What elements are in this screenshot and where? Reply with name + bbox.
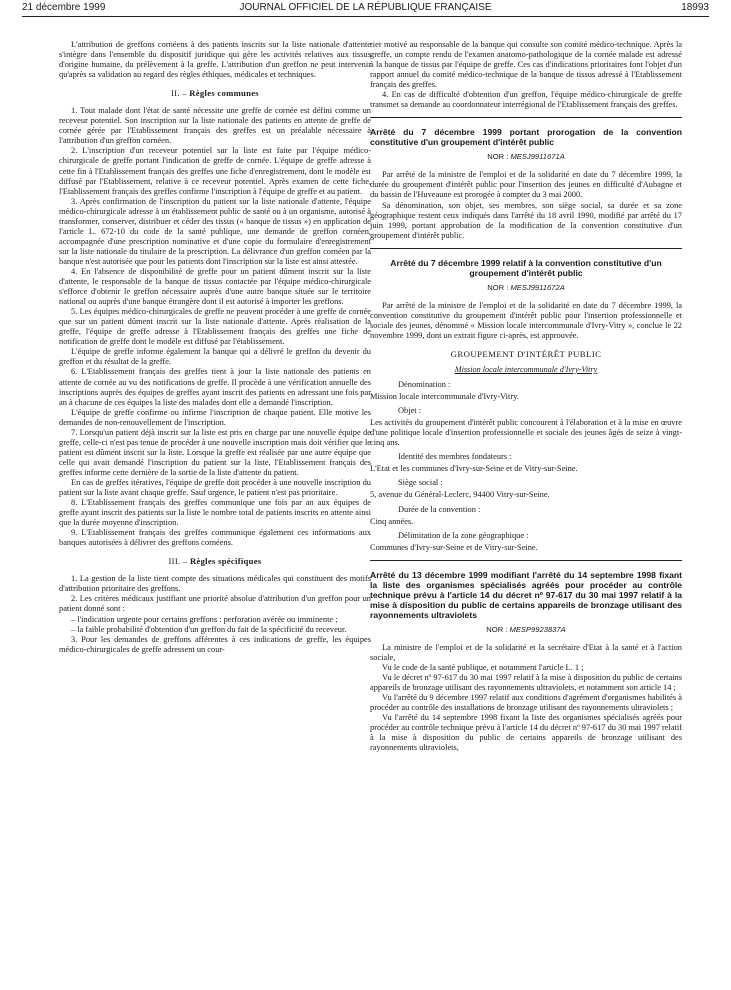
paragraph: Par arrêté de la ministre de l'emploi et de la solidarité en date du 7 décembre 1999, la convention constitutive du groupement d'intérêt public pour l'insertion professionnelle et sociale des jeunes, dénommé « Mission locale intercommunale d'Ivry-Vitry », conclue le 22 novembre 1999, dont un extrait figure ci-après, est approuvée. — [370, 300, 682, 340]
nor-code: MESJ9911671A — [510, 152, 565, 162]
field-value: 5, avenue du Général-Leclerc, 94400 Vitry-sur-Seine. — [370, 490, 550, 500]
field-label: Durée de la convention : — [398, 504, 481, 514]
nor-reference — [370, 152, 682, 162]
list-item: – l'indication urgente pour certains greffons : perforation avérée ou imminente ; — [71, 614, 338, 624]
field-label: Dénomination : — [398, 380, 451, 390]
field-value: Communes d'Ivry-sur-Seine et de Vitry-sur-Seine. — [370, 542, 538, 552]
nor-reference — [370, 625, 682, 635]
field-label: Siège social : — [398, 478, 443, 488]
section-number: II. – — [171, 88, 187, 99]
paragraph: La ministre de l'emploi et de la solidarité et la secrétaire d'Etat à la santé et à l'action sociale, — [370, 642, 682, 662]
divider — [370, 560, 682, 561]
paragraph: L'équipe de greffe confirme ou infirme l'inscription de chaque patient. Elle motive les demandes de non-renouvellement de l'inscription. — [59, 407, 371, 427]
paragraph: Par arrêté de la ministre de l'emploi et de la solidarité en date du 7 décembre 1999, la durée du groupement d'intérêt public pour l'insertion des jeunes en difficulté d'Aubagne et du bassin de l'Huveaune est prorogée à compter du 3 mai 2000. — [370, 170, 682, 200]
paragraph: Vu le décret nº 97-617 du 30 mai 1997 relatif à la mise à disposition du public de certains appareils de bronzage utilisant des rayonnements ultraviolets, et notamment son article 14 ; — [370, 672, 682, 692]
field-label: Identité des membres fondateurs : — [398, 452, 512, 462]
paragraph: 5. Les équipes médico-chirurgicales de greffe ne peuvent procéder à une greffe de cornée que sur un patient dûment inscrit sur la liste nationale d'attente. Après réalisation de la greffe, l'équipe de greffe adresse à l'Etablissement français des greffes une fiche de notification de greffe dont le modèle est diffusé par l'établissement. — [59, 307, 371, 347]
paragraph: Vu l'arrêté du 9 décembre 1997 relatif aux conditions d'agrément d'organismes habilités à procéder au contrôle des installations de bronzage utilisant des rayonnements ultraviolets ; — [370, 692, 682, 713]
field-value: Cinq années. — [370, 516, 414, 526]
section-heading-specific-rules — [59, 556, 371, 566]
paragraph: Sa dénomination, son objet, ses membres, son siège social, sa durée et sa zone géographique restent ceux indiqués dans l'arrêté du 18 avril 1990, modifié par arrêté du 17 juin 1999, portant approbation de la modification de la convention constitutive d'un groupement d'intérêt public. — [370, 200, 682, 240]
paragraph: Vu l'arrêté du 14 septembre 1998 fixant la liste des organismes spécialisés agréés pour procéder au contrôle technique prévu à l'article 14 du décret nº 97-617 du 30 mai 1997 relatif à la mise à disposition du public de certains appareils de bronzage utilisant des rayonnements ultraviolets, — [370, 713, 683, 753]
issue-date: 21 décembre 1999 — [22, 2, 106, 13]
field-value: L'Etat et les communes d'Ivry-sur-Seine et de Vitry-sur-Seine. — [370, 464, 578, 474]
divider — [370, 117, 682, 118]
paragraph: L'équipe de greffe informe également la banque qui a délivré le greffon du devenir du greffon et du résultat de la greffe. — [59, 347, 371, 367]
paragraph-continued: rier motivé au responsable de la banque qui consulte son comité médico-technique. Après la greffe, un compte rendu de l'examen anatomo-pathologique de la cornée malade est adressé à la banque de tissus par l'équipe de greffe. Ces cas d'indications prioritaires font l'objet d'un rapport annuel du comité médico-technique de la banque de tissus adressé à l'Etablissement français des greffes. — [370, 40, 682, 90]
decree-title: Arrêté du 7 décembre 1999 portant prorogation de la convention constitutive d'un groupement d'intérêt public — [370, 127, 682, 148]
paragraph: 2. L'inscription d'un receveur potentiel sur la liste est faite par l'équipe médico-chirurgicale de greffe portant l'indication de greffe de cornée. L'équipe de greffe adresse à cette fin à l'Etablissement français des greffes une fiche d'enregistrement, dont le modèle est diffusé par l'Etablissement, relative à ce receveur potentiel. Après examen de cette fiche, l'Etablissement français des greffes confirme l'inscription à l'équipe de greffe et au patient. — [59, 146, 371, 196]
criteria-list — [59, 615, 371, 635]
paragraph: Vu le code de la santé publique, et notamment l'article L. 1 ; — [382, 662, 584, 672]
section-heading-common-rules — [59, 88, 371, 98]
paragraph: 3. Après confirmation de l'inscription du patient sur la liste nationale d'attente, l'équipe médico-chirurgicale adresse à un établissement public de santé ou à un organisme, autorisé à transformer, conserver, distribuer et céder des tissus (« banque de tissus ») en application de l'article L. 672-10 du code de la santé publique, une demande de greffon cornéen, accompagnée d'une prescription nominative et d'une copie du formulaire d'enregistrement sur la liste nationale du titulaire de la prescription. La délivrance d'un greffon cornéen par la banque n'est autorisée que pour les patients dont l'inscription sur la liste est ainsi attestée. — [59, 196, 371, 266]
paragraph: 2. Les critères médicaux justifiant une priorité absolue d'attribution d'un greffon pour un patient donné sont : — [59, 594, 371, 614]
header-rule — [22, 16, 709, 17]
intro-paragraph: L'attribution de greffons cornéens à des patients inscrits sur la liste nationale d'attente s'intègre dans l'ensemble du dispositif juridique qui gère les activités relatives aux tissus d'origine humaine, du prélèvement à la greffe. L'attribution d'un greffon ne peut intervenir qu'après sa validation au regard des règles éthiques, médicales et techniques. — [59, 40, 371, 80]
paragraph: 1. La gestion de la liste tient compte des situations médicales qui constituent des motifs d'attribution prioritaire des greffons. — [59, 574, 371, 594]
paragraph: 7. Lorsqu'un patient déjà inscrit sur la liste est pris en charge par une nouvelle équipe de greffe, celle-ci n'est pas tenue de procéder à une nouvelle inscription mais doit vérifier que le patient est dûment inscrit sur la liste. Lorsque la greffe est réalisée par une autre équipe que celle qui avait demandé l'inscription du patient sur la liste, l'Etablissement français des greffes informe cette dernière de la sortie de la liste d'attente du patient. — [59, 427, 371, 477]
page-number: 18993 — [681, 2, 709, 13]
nor-code: MESJ9911672A — [510, 282, 565, 292]
nor-reference — [370, 283, 682, 293]
divider — [370, 248, 682, 249]
field-label: Objet : — [398, 406, 422, 416]
paragraph: 9. L'Etablissement français des greffes communique également ces informations aux banques autorisées à délivrer des greffons cornéens. — [59, 528, 371, 548]
section-number: III. – — [168, 556, 188, 567]
paragraph: En cas de greffes itératives, l'équipe de greffe doit procéder à une nouvelle inscription du patient sur la liste avant chaque greffe. Sauf urgence, le patient n'est pas prioritaire. — [59, 477, 371, 498]
journal-title: JOURNAL OFFICIEL DE LA RÉPUBLIQUE FRANÇAISE — [239, 2, 492, 13]
nor-label: NOR : — [487, 152, 509, 162]
decree-title: Arrêté du 7 décembre 1999 relatif à la convention constitutive d'un groupement d'intérêt public — [390, 257, 662, 278]
paragraph: 4. En l'absence de disponibilité de greffe pour un patient dûment inscrit sur la liste d'attente, le responsable de la banque de tissus contactée par l'équipe médico-chirurgicale s'efforce d'obtenir le greffon nécessaire auprès d'une autre banque située sur le territoire national ou auprès d'une banque étrangère dont il est autorisé à importer les greffons. — [59, 266, 371, 307]
field-label: Délimitation de la zone géographique : — [398, 530, 529, 540]
field-value: Mission locale intercommunale d'Ivry-Vitry. — [370, 392, 519, 402]
decree-title: Arrêté du 13 décembre 1999 modifiant l'arrêté du 14 septembre 1998 fixant la liste des organismes spécialisés agréés pour procéder au contrôle technique prévu à l'article 14 du décret nº 97-617 du 30 mai 1997 relatif à la mise à disposition du public de certains appareils de bronzage utilisant des rayonnements ultraviolets — [370, 569, 682, 620]
paragraph: 8. L'Etablissement français des greffes communique une fois par an aux équipes de greffe ayant inscrit des patients sur la liste le nombre total de patients inscrits en attente ainsi que la durée moyenne d'inscription. — [59, 498, 371, 528]
paragraph: 1. Tout malade dont l'état de santé nécessite une greffe de cornée est défini comme un receveur potentiel. Son inscription sur la liste nationale des patients en attente de greffe de cornée gérée par l'Etablissement français des greffes est un préalable nécessaire à l'attribution d'un greffon cornéen. — [59, 106, 371, 146]
paragraph: 4. En cas de difficulté d'obtention d'un greffon, l'équipe médico-chirurgicale de greffe transmet sa demande au coordonnateur interrégional de l'Etablissement français des greffes. — [370, 90, 682, 110]
right-column — [370, 40, 682, 753]
nor-label: NOR : — [487, 282, 509, 292]
paragraph: 6. L'Etablissement français des greffes tient à jour la liste nationale des patients en attente de cornée au vu des notifications de greffe. Il procède à une vérification annuelle des inscriptions auprès des équipes de greffes ayant inscrit des patients en adressant une fois par an à chacune de ces équipes la liste des malades dont elle a demandé l'inscription. — [59, 367, 371, 407]
nor-code: MESP9923837A — [509, 624, 566, 634]
section-title: Règles communes — [189, 88, 259, 99]
section-title: Règles spécifiques — [189, 556, 262, 567]
gip-subheading: Mission locale intercommunale d'Ivry-Vitry — [454, 364, 598, 374]
field-value: Les activités du groupement d'intérêt public concourent à l'élaboration et à la mise en œuvre d'une politique locale d'insertion professionnelle et sociale des jeunes âgés de seize à vingt-cinq ans. — [370, 418, 682, 448]
list-item: – la faible probabilité d'obtention d'un greffon du fait de la spécificité du receveur. — [71, 624, 347, 634]
nor-label: NOR : — [486, 624, 508, 634]
gip-heading: GROUPEMENT D'INTÉRÊT PUBLIC — [450, 348, 602, 359]
paragraph: 3. Pour les demandes de greffons afférentes à ces indications de greffe, les équipes médico-chirurgicales de greffe adressent un cour- — [59, 634, 371, 654]
left-column — [59, 40, 371, 655]
